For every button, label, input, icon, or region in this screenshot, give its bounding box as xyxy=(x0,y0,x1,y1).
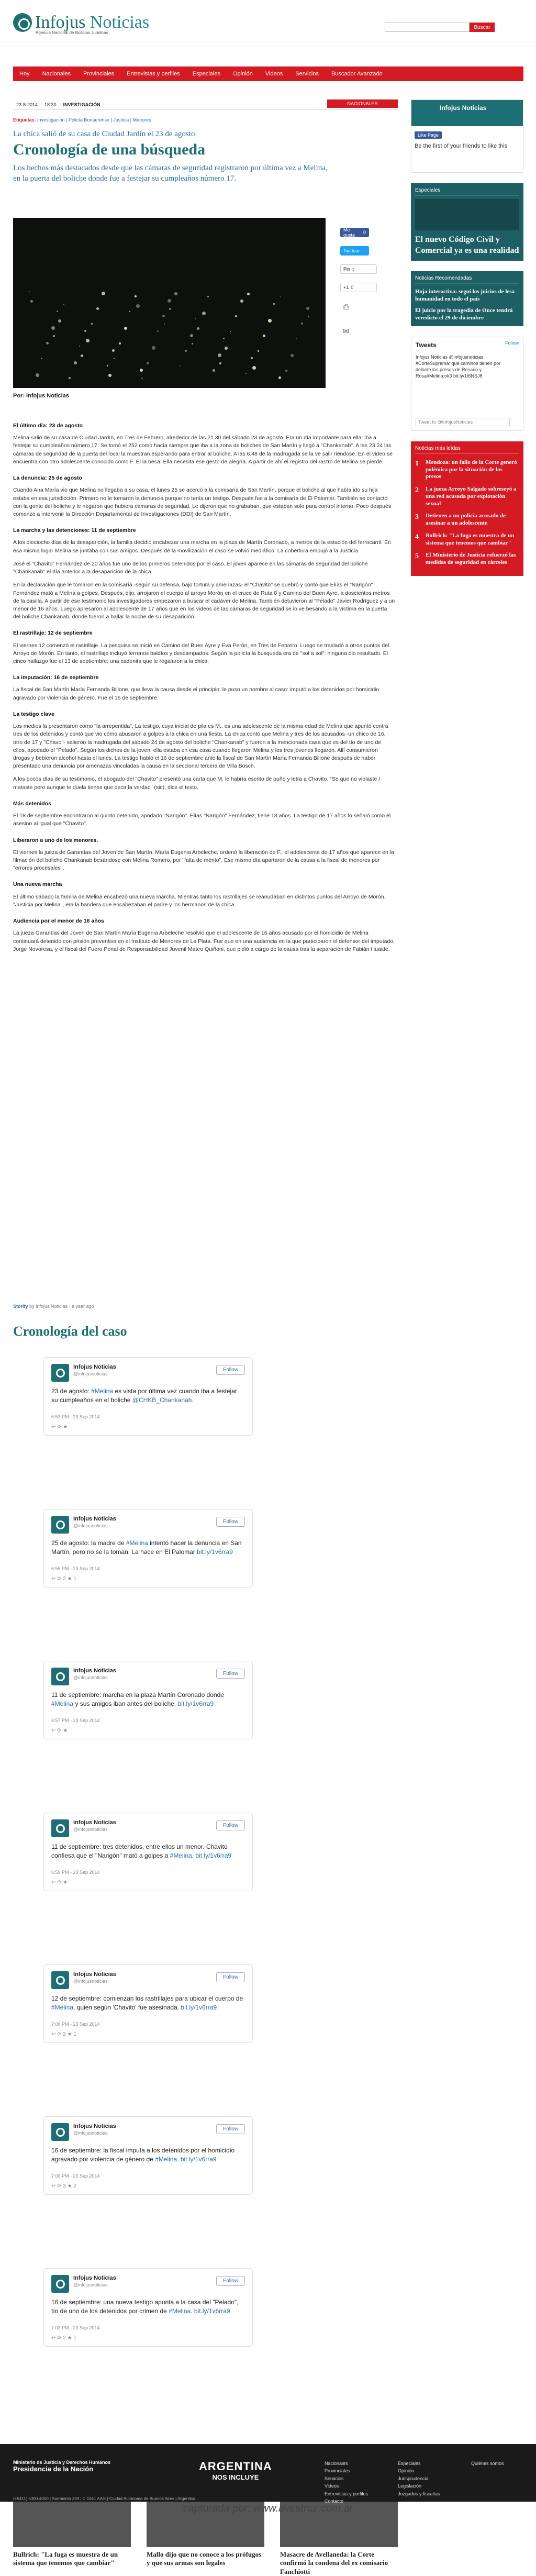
search-button[interactable]: Buscar xyxy=(470,23,495,32)
related-headline[interactable]: Mallo dijo que no conoce a los prófugos y que sus armas son legales xyxy=(147,2550,262,2567)
section-heading: Liberaron a uno de los menores. xyxy=(13,837,98,843)
most-read-item[interactable] xyxy=(415,486,519,507)
hero-light xyxy=(162,315,165,317)
section-heading: La marcha y las detenciones: 11 de septiembre xyxy=(13,527,136,534)
nav-item-5[interactable]: Opinión xyxy=(232,71,253,77)
most-read-headline: Detienen a un policía acusado de asesinar a un adolescente xyxy=(426,513,506,527)
most-read-title: Noticias más leídas xyxy=(415,446,519,454)
tweet-actions[interactable]: ↩ ⟳ 2 ★ 1 xyxy=(51,1576,76,1582)
hero-light xyxy=(223,338,225,339)
tweet-author[interactable]: Infojus Noticias xyxy=(73,2123,116,2129)
hero-light xyxy=(108,374,111,377)
sidebar xyxy=(411,99,523,576)
share-panel xyxy=(340,228,398,349)
hero-light xyxy=(136,304,140,308)
hero-light xyxy=(51,326,55,330)
avatar[interactable] xyxy=(51,1819,69,1837)
logo-subtitle: Agencia Nacional de Noticias Jurídicas xyxy=(36,30,108,35)
hero-light xyxy=(119,342,121,345)
hero-light xyxy=(140,369,143,372)
hero-light xyxy=(185,350,187,352)
tweet-text: 12 de septiembre: comienzan los rastrillajes para ubicar el cuerpo de #Melina, quien según 'Chavito' fue asesinada. bit.ly/1v6rra9 xyxy=(51,1995,243,2011)
tweet-actions[interactable]: ↩ ⟳ 3 ★ 2 xyxy=(51,2183,76,2189)
hero-light xyxy=(280,296,281,297)
most-read-item[interactable] xyxy=(415,459,519,481)
hero-light xyxy=(41,358,42,359)
hero-light xyxy=(30,300,33,303)
email-icon[interactable]: ✉ xyxy=(343,326,349,335)
follow-button[interactable]: Follow xyxy=(216,1517,245,1527)
article-lead: Los hechos más destacados desde que las cámaras de seguridad registraron por última vez a Melina, en la puerta del boliche donde fue a festejar su cumpleaños número 17. xyxy=(13,164,328,183)
hero-light xyxy=(91,323,93,325)
hero-light xyxy=(291,354,294,357)
paragraph: A los dieciocho días de la desaparición, la familia decidió encabezar una marcha en la plaza de Martín Coronado, a metros de la estación del ferrocarril. En esa misma lugar Melina se juntaba con sus amigos. Después de la movilización el caso se volvió mediático. La cobertura empujó a la Justicia. xyxy=(13,539,391,554)
tweet-actions[interactable]: ↩ ⟳ ★ xyxy=(51,1728,68,1734)
article-headline: Cronología de una búsqueda xyxy=(13,141,206,158)
most-read-item[interactable] xyxy=(415,552,519,567)
nav-item-2[interactable]: Provinciales xyxy=(83,71,115,77)
tweet-text: 11 de septiembre: marcha en la plaza Martín Coronado donde #Melina y sus amigos iban antes del boliche. bit.ly/1v6rra9 xyxy=(51,1691,224,1707)
hero-light xyxy=(247,293,250,295)
footer-links-1 xyxy=(325,2460,368,2505)
logo-icon xyxy=(13,13,32,32)
avatar[interactable] xyxy=(51,2275,69,2293)
tweet-actions[interactable]: ↩ ⟳ 2 ★ 1 xyxy=(51,2031,76,2037)
storify-credit: Storify by Infojus Noticias · a year ago xyxy=(13,1304,94,1309)
tweet-author[interactable]: Infojus Noticias xyxy=(73,1364,116,1370)
twitter-widget-title: Tweets xyxy=(416,341,437,349)
logo-text: Infojus Noticias xyxy=(35,13,150,32)
hero-light xyxy=(296,338,297,339)
hero-light xyxy=(96,307,99,310)
hero-light xyxy=(74,361,77,364)
tweet-text: 11 de septiembre: tres detenidos, entre ellos un menor. Chavito confiesa que el "Narigón" mató a golpes a #Melina. bit.ly/1v6rra9 xyxy=(51,1843,232,1859)
hero-light xyxy=(36,373,39,377)
especiales-image xyxy=(415,199,519,230)
footer-link[interactable]: Videos xyxy=(325,2483,339,2489)
hero-light xyxy=(273,303,275,305)
rank-number: 4 xyxy=(415,532,419,541)
rank-number: 1 xyxy=(415,459,419,468)
hero-light xyxy=(225,347,228,350)
tweet-timestamp[interactable]: 7:00 PM - 23 Sep 2014 xyxy=(51,2022,100,2027)
tweet-handle[interactable]: @infojusnoticias xyxy=(73,2282,108,2288)
tweet-card xyxy=(43,1964,253,2043)
section-heading: Audiencia por el menor de 16 años xyxy=(13,918,104,925)
paragraph: En la declaración que le tomaron en la comisaría -según su defensa, bajo tortura y amenazas- el "Chavito" se quebró y contó que Elías el "Narigón" Fernández mató a Melina a golpes. Después, dijo, arrojaron el cuerpo al arroyo Morón en el cruce de Ruta 8 y Camino del Buen Ayre, a doscientos metros de la casilla. A partir de ese testimonio los investigadores empezaron a buscar el cadáver de Melina. También detuvieron al "Pelado" Javier Rodríguez y a un menor de 16 años. Luego apresaron al adolescente de 17 años que en los videos de las cámaras de seguridad se lo ve besando a la víctima en la puerta del boliche Chankanab, donde fueron a bailar la noche de su desaparición. xyxy=(13,582,395,620)
tags: Etiquetas: Investigación | Policía Bonaerense | Justicia | Menores xyxy=(13,117,151,123)
hero-light xyxy=(301,323,303,325)
hero-light xyxy=(81,354,83,357)
tweet-timestamp[interactable]: 6:53 PM - 23 Sep 2014 xyxy=(51,1414,100,1419)
hero-light xyxy=(268,319,272,323)
tweet-author[interactable]: Infojus Noticias xyxy=(73,1668,116,1674)
tweet-timestamp[interactable]: 6:59 PM - 23 Sep 2014 xyxy=(51,1870,100,1875)
hero-light xyxy=(112,349,115,352)
hero-light xyxy=(29,291,30,292)
tweet-author[interactable]: Infojus Noticias xyxy=(73,1819,116,1826)
tweet-text: 23 de agosto: #Melina es vista por última vez cuando iba a festejar su cumpleaños en el boliche @CHKB_Chankanab. xyxy=(51,1387,237,1404)
rank-number: 5 xyxy=(415,552,419,561)
hero-light xyxy=(107,365,108,367)
tweet-handle[interactable]: @infojusnoticias xyxy=(73,1523,108,1528)
paragraph: La fiscal de San Martín María Fernanda Billone, que lleva la causa desde el principio, le puso un nombre al caso: imputó a los detenidos por homicidio agravado por violencia de género. Fue el 16 de septiembre. xyxy=(13,686,379,701)
tweet-author[interactable]: Infojus Noticias xyxy=(73,1971,116,1978)
hero-light xyxy=(46,342,49,345)
article-time: 18:30 xyxy=(41,102,60,107)
avatar[interactable] xyxy=(51,1516,69,1534)
tweet-actions[interactable]: ↩ ⟳ ★ xyxy=(51,1880,68,1885)
hero-light xyxy=(245,373,247,374)
paragraph: El 18 de septiembre encontraron al quinto detenido, apodado "Narigón". Elías "Narigón" Fernández; tiene 18 años. La testigo de 17 años lo señaló como el asesino al igual que "Chavito". xyxy=(13,813,391,827)
footer-link[interactable]: Especiales xyxy=(398,2461,421,2466)
most-read-headline: El Ministerio de Justicia refuerzó las medidas de seguridad en cárceles xyxy=(426,552,516,566)
avatar[interactable] xyxy=(51,1668,69,1685)
footer-link[interactable]: Juzgados y fiscalías xyxy=(398,2491,440,2496)
hero-light xyxy=(53,335,55,337)
image-caption: Por: Infojus Noticias xyxy=(13,393,69,399)
most-read-item[interactable] xyxy=(415,513,519,527)
tweet-card xyxy=(43,1813,253,1891)
follow-button[interactable]: Follow xyxy=(216,2124,245,2134)
capture-credit: capturada por: www.avestruz.com.ar xyxy=(183,2503,353,2514)
hero-light xyxy=(195,318,196,319)
paragraph: El viernes 12 comenzó el rastrillaje. La pesquisa se inició en Camino del Buen Ayre y Eva Perón, en Tres de Febrero. Luego se trasladó a otros puntos del Arroyo de Morón. En tanto, el rastrillaje incluyó terrenos baldíos y descampados. Según la policía la búsqueda era de "sol a sol": ninguna dio resultado. El cinco hallazgo fue el 13 de septiembre: una cadenita que le regalaron a la chica. xyxy=(13,642,389,665)
tweet-author[interactable]: Infojus Noticias xyxy=(73,1516,116,1522)
hero-light xyxy=(168,299,171,303)
most-read-headline: Bullrich: "La fuga es muestra de un sistema que tenemos que cambiar" xyxy=(426,532,515,546)
especiales-headline: El nuevo Código Civil y Comercial ya es una realidad xyxy=(415,235,519,255)
footer-link[interactable]: Opinión xyxy=(398,2468,415,2474)
footer-link[interactable]: Servicios xyxy=(325,2475,344,2481)
follow-button[interactable]: Follow xyxy=(216,2276,245,2286)
section-heading: El rastrillaje: 12 de septiembre xyxy=(13,630,93,637)
twitter-widget-tweet: Infojus Noticias @infojusnoticias #CorteSuprema: que caminos tienen por delante los presos de Rosario y Rosa#Melina:ok3 bit.ly/1t6NSJ8 xyxy=(416,354,501,379)
hero-light xyxy=(86,339,90,342)
nav-item-0[interactable]: Hoy xyxy=(19,71,30,77)
tweet-card xyxy=(43,1357,253,1436)
hero-light xyxy=(84,330,86,332)
paragraph: José el "Chavito" Fernández de 20 años fue uno de los primeros detenidos por el caso. El joven aparece en las cámaras de seguridad del boliche "Chankanab" el día anterior a la desaparición de la chica. xyxy=(13,560,368,575)
nav-item-3[interactable]: Entrevistas y perfiles xyxy=(127,71,180,77)
category-badge[interactable]: NACIONALES xyxy=(327,99,398,108)
hero-light xyxy=(135,295,137,297)
rank-number: 3 xyxy=(415,513,419,521)
hero-light xyxy=(57,310,58,312)
hero-light xyxy=(69,377,71,379)
print-icon[interactable]: ⎙ xyxy=(343,302,349,311)
hero-light xyxy=(308,316,309,317)
most-read-headline: La jueza Arroyo Salgado sobreseyó a una red acusada por explotación sexual xyxy=(426,486,517,507)
section-heading: Más detenidos xyxy=(13,800,51,807)
follow-button[interactable]: Follow xyxy=(216,1669,245,1679)
hero-light xyxy=(263,335,265,337)
article-body xyxy=(13,414,395,959)
section-heading: La denuncia: 25 de agosto xyxy=(13,475,82,482)
hero-light xyxy=(306,307,309,310)
hero-light xyxy=(63,304,64,305)
tag-list[interactable]: Investigación | Policía Bonaerense | Justicia | Menores xyxy=(37,117,151,123)
facebook-page-widget xyxy=(411,99,523,173)
section-heading: La testigo clave xyxy=(13,710,54,717)
hero-light xyxy=(235,315,237,317)
section-heading: Una nueva marcha xyxy=(13,881,62,888)
paragraph: Melina salió de su casa de Ciudad Jardín, en Tres de Febrero, alrededor de las 21.30 del sábado 23 de agosto. Era un día importante para ella: iba a festejar su cumpleaños número 17. Se tomó el 252 como hacía siempre que iba a la zona de boliches de San Martín y llegó a "Chankanab". A las 23.24 las cámaras de seguridad de la puerta del local la muestran esperando para entrar al boliche. A las 6.48 de la madrugada se la ve salir riéndose. En el video se encuentra con otro adolescente conocido como F. Él la besa. Ella necesita ese gesto de alegría. A partir de ahí el registro del rastro de Melina se pierde. xyxy=(13,435,393,465)
footer-link[interactable]: Contacto xyxy=(325,2498,344,2504)
most-read-headline: Mendoza: un fallo de la Corte generó polémica por la situación de los presos xyxy=(426,459,517,480)
avatar[interactable] xyxy=(51,2123,69,2141)
avatar[interactable] xyxy=(51,1971,69,1989)
hero-light xyxy=(152,346,155,350)
hero-light xyxy=(169,308,171,310)
most-read-item[interactable] xyxy=(415,532,519,547)
follow-button[interactable]: Follow xyxy=(216,1820,245,1830)
footer-link[interactable]: Legislación xyxy=(398,2483,422,2489)
footer-link[interactable]: Provinciales xyxy=(325,2468,350,2474)
facebook-page-name[interactable]: Infojus Noticias xyxy=(440,104,487,112)
article-kicker: La chica salió de su casa de Ciudad Jardín el 23 de agosto xyxy=(13,130,195,138)
section-heading: La imputación: 16 de septiembre xyxy=(13,674,99,681)
especiales-title: Especiales xyxy=(415,187,519,196)
tweet-to-input[interactable]: Tweet to @InfojusNoticias xyxy=(416,418,510,426)
paragraph: A los pocos días de su testimonio, el abogado del "Chavito" presentó una carta que M. le habría escrito de puño y letra a Chavito. "Se que no violaste / mataste pero aunque te duela tienes que decir la verdad" (sic), dice el texto. xyxy=(13,776,381,791)
footer-link[interactable]: Jurisprudencia xyxy=(398,2475,429,2481)
tweet-timestamp[interactable]: 7:00 PM - 23 Sep 2014 xyxy=(51,2173,100,2179)
facebook-friends-text: Be the first of your friends to like this xyxy=(415,143,508,149)
gplus-button[interactable]: +1 0 xyxy=(340,283,377,292)
tweet-handle[interactable]: @infojusnoticias xyxy=(73,1827,108,1832)
tweet-card xyxy=(43,2116,253,2195)
hero-light xyxy=(251,357,253,359)
related-headline[interactable]: Masacre de Avellaneda: la Corte confirmó la condena del ex comisario Fanchiotti xyxy=(280,2550,388,2575)
site-logo[interactable] xyxy=(13,13,149,32)
hero-light xyxy=(207,296,209,297)
hero-light xyxy=(174,292,177,295)
hero-light xyxy=(285,370,287,372)
especiales-box[interactable] xyxy=(411,183,523,261)
hero-light xyxy=(157,330,159,332)
facebook-like-page-button[interactable]: Like Page xyxy=(415,131,442,139)
ministry-logo[interactable]: Ministerio de Justicia y Derechos Humanos Presidencia de la Nación xyxy=(13,2460,111,2473)
hero-light xyxy=(102,292,105,295)
recommended-item[interactable]: Hoja interactiva: seguí los juicios de lesa humanidad en todo el país xyxy=(415,288,515,302)
hero-light xyxy=(213,369,215,372)
footer-links-3 xyxy=(471,2460,504,2467)
tweet-handle[interactable]: @infojusnoticias xyxy=(73,1371,108,1376)
article-date: 23-8-2014 xyxy=(13,102,41,107)
tweet-handle[interactable]: @infojusnoticias xyxy=(73,1979,108,1984)
paragraph: Cuando Ana María vio que Melina no llegaba a su casa, el lunes 25 se acercó a la comisaría de San Martín, porque el boliche al que había ido su hija estaba en esa jurisdicción. Primero no le tomaron la denuncia porque no tenía un testigo. Después fue a la comisaría de El Palomar. También se contactó con la gente del boliche y le negaron que hubiera cámaras de seguridad. Le dijeron que no grababan, que estaban solo para control interno. Poco después comenzó a intervenir la Dirección Departamental de Investigaciones (DDI) de San Martín. xyxy=(13,487,392,517)
hero-light xyxy=(258,350,259,352)
hero-light xyxy=(192,343,193,345)
paragraph: El viernes la jueza de Garantías del Joven de San Martín, María Eugenia Arbeleche, ordenó la liberación de F., el adolescente de 17 años que aparece en la filmación del boliche Chankanab besándose con Melina Romero, por "falta de mérito". Ese mismo día apartaron de la causa a la fiscal de menores por "errores procesales". xyxy=(13,849,394,872)
hero-light xyxy=(252,366,256,370)
twitter-follow-button[interactable]: Follow xyxy=(505,340,519,346)
tweet-text: 16 de septiembre: la fiscal imputa a los detenidos por el homicidio agravado por violencia de género de #Melina. bit.ly/1v6rra9 xyxy=(51,2147,235,2163)
header xyxy=(0,0,536,47)
nav-item-6[interactable]: Videos xyxy=(265,71,283,77)
most-read-box xyxy=(411,441,523,576)
hero-light xyxy=(124,327,127,330)
article-section: INVESTIGACIÓN xyxy=(60,102,104,107)
section-heading: El último día: 23 de agosto xyxy=(13,423,83,429)
related-headline[interactable]: Bullrich: "La fuga es muestra de un sistema que tenemos que cambiar" xyxy=(13,2550,118,2567)
tweet-text: 25 de agosto: la madre de #Melina intentó hacer la denuncia en San Martín, pero no se la toman. La hace en El Palomar bit.ly/1v6rra9 xyxy=(51,1539,242,1556)
hero-light xyxy=(230,331,231,332)
footer-links-2 xyxy=(398,2460,440,2497)
argentina-logo: ARGENTINA NOS INCLUYE xyxy=(199,2460,272,2481)
tweet-card xyxy=(43,1509,253,1587)
follow-button[interactable]: Follow xyxy=(216,1972,245,1982)
hero-light xyxy=(147,362,149,364)
tweet-handle[interactable]: @infojusnoticias xyxy=(73,2130,108,2136)
tweet-timestamp[interactable]: 7:03 PM - 23 Sep 2014 xyxy=(51,2325,100,2330)
facebook-like-button[interactable]: Me gusta 0 xyxy=(340,228,369,237)
tweet-author[interactable]: Infojus Noticias xyxy=(73,2275,116,2281)
tweet-handle[interactable]: @infojusnoticias xyxy=(73,1675,108,1680)
tweet-timestamp[interactable]: 6:55 PM - 23 Sep 2014 xyxy=(51,1566,100,1571)
hero-light xyxy=(164,324,165,325)
tweet-card xyxy=(43,1661,253,1739)
nav-item-1[interactable]: Nacionales xyxy=(42,71,71,77)
paragraph: El último sábado la familia de Melina encabezó una nueva marcha. Mientras tanto los rastrillajes se reanudaban en distintos puntos del Arroyo de Morón. "Justicia por Melina", era la bandera que encabezaban el padre y los hermanos de la chica. xyxy=(13,893,386,908)
footer-link[interactable]: Entrevistas y perfiles xyxy=(325,2491,368,2496)
tweet-timestamp[interactable]: 6:57 PM - 23 Sep 2014 xyxy=(51,1718,100,1723)
hero-light xyxy=(180,365,181,367)
nav-item-7[interactable]: Servicios xyxy=(295,71,319,77)
hero-light xyxy=(218,353,221,357)
paragraph: Los medios la presentaron como "la arrepentida". La testigo, cuya inicial de pila es M., es una adolescente de la misma edad de Melina que apuntó contra tres de los detenidos y contó que vio cómo abusaron a golpes a la chica en una fiesta. La chica contó que Melina y tres de los acusados -un chico de 16, otro de 17 y "Chavo"- salieron la madrugada del sábado 24 de agosto del boliche "Chankanab" y fueron a la mencionada casa que es del tío de uno de ellos, apodado el "Pelado". Según los dichos de la joven, ella estaba en esa casa cuando llegaron Melina y los tres jóvenes llegaron. Allí consumieron drogas y bebieron alcohol hasta el lunes. La testigo habló el 16 de septiembre ante la fiscal de San Martín María Fernanda Billone después de haber presentado una denuncia por amenazas vinculadas la causa en la seccional tercera de Villa Bosch. xyxy=(13,723,388,770)
search-input[interactable] xyxy=(385,23,470,32)
timeline-title: Cronología del caso xyxy=(13,1324,127,1339)
rank-number: 2 xyxy=(415,486,419,495)
hero-light xyxy=(58,319,61,323)
recommended-item[interactable]: El juicio por la tragedia de Once tendrá veredicto el 29 de diciembre xyxy=(415,307,513,321)
main-nav xyxy=(13,66,523,81)
recomendadas-box xyxy=(411,271,523,326)
nav-item-8[interactable]: Buscador Avanzado xyxy=(331,71,383,77)
tweet-text: 16 de septiembre: una nueva testigo apunta a la casa del "Pelado", tío de uno de los detenidos por crimen de #Melina. bit.ly/1v6rra9 xyxy=(51,2299,239,2315)
hero-light xyxy=(278,376,281,379)
hero-light xyxy=(141,377,143,379)
hero-light xyxy=(202,312,206,315)
footer xyxy=(0,2444,536,2502)
paragraph: La jueza Garantías del Joven de San Martín María Eugenia Arbeleche resolvió que el adolescente de 16 años acusado por el homicidio de Melina continuará detenido con prisión preventiva en el Instituto de Menores de La Plata. Fue que en una audiencia en la que participaron el defensor del imputado, Jorge Novoresa, y el fiscal del Fuero Penal de Responsabilidad Juvenil Mateo Quiñoni, que pidió a cargo de la causa tras la separación de Fabián Huaide. xyxy=(13,930,395,952)
hero-image xyxy=(13,218,326,388)
pinterest-button[interactable]: Pin it xyxy=(340,264,377,274)
twitter-widget xyxy=(411,337,523,431)
hero-light xyxy=(219,362,221,364)
tweet-card xyxy=(43,2268,253,2347)
recomendadas-title: Noticias Recomendadas xyxy=(415,275,519,284)
hero-light xyxy=(114,358,115,359)
footer-address: (+5411) 5300-4000 | Sarmiento 329 | C 1041 AAG | Ciudad Autónoma de Buenos Aires | Argentina xyxy=(13,2496,196,2501)
hero-light xyxy=(79,346,80,347)
hero-light xyxy=(240,299,243,303)
hero-light xyxy=(197,327,199,330)
search-form xyxy=(385,23,495,32)
footer-link[interactable]: Nacionales xyxy=(325,2461,348,2466)
nav-item-4[interactable]: Especiales xyxy=(192,71,220,77)
footer-link[interactable]: Quiénes somos xyxy=(471,2461,504,2466)
tweet-actions[interactable]: ↩ ⟳ 2 ★ 1 xyxy=(51,2335,76,2341)
hero-light xyxy=(129,311,130,312)
tweet-button[interactable]: Twittear xyxy=(340,246,369,256)
avatar[interactable] xyxy=(51,1364,69,1382)
hero-light xyxy=(190,334,193,337)
tweet-actions[interactable]: ↩ ⟳ ★ xyxy=(51,1424,68,1430)
follow-button[interactable]: Follow xyxy=(216,1365,245,1375)
